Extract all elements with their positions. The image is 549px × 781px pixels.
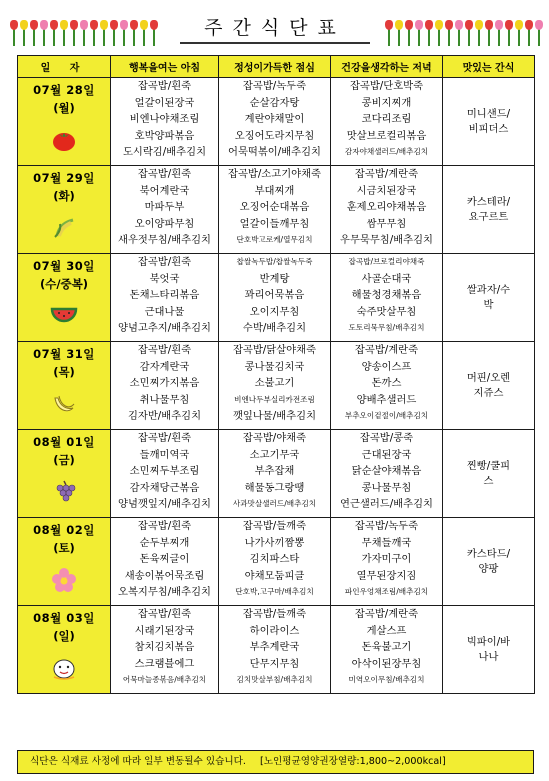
- date-cell: [18, 78, 111, 166]
- tulip-icon: [395, 20, 403, 46]
- tulip-icon: [40, 20, 48, 46]
- date-label: 07월 30일: [33, 259, 95, 273]
- calorie-note: [노인평균영양권장열량:1,800~2,000kcal]: [259, 756, 446, 767]
- menu-item: 우무묵무침/배추김치: [340, 234, 433, 247]
- date-cell: [18, 518, 111, 606]
- dinner-cell: [331, 342, 443, 430]
- menu-item: 도시락김/배추김치: [122, 146, 207, 159]
- menu-item: 잡곡밥/브로컬리야채죽: [348, 257, 425, 266]
- lunch-cell: [219, 166, 331, 254]
- menu-item: 훈제오리야채볶음: [346, 201, 427, 214]
- weekday-label: (금): [53, 453, 75, 467]
- snack-cell: [443, 606, 535, 694]
- menu-item: 쌈무무침: [366, 217, 407, 230]
- menu-item: 오이양파무침: [134, 217, 195, 230]
- date-label: 07월 29일: [33, 171, 95, 185]
- menu-item: 맛살브로컬리볶음: [346, 129, 427, 142]
- tulip-icon: [475, 20, 483, 46]
- menu-item: 계란야채말이: [244, 113, 305, 126]
- snack-cell: [443, 166, 535, 254]
- menu-item: 단무지무침: [249, 657, 300, 670]
- menu-item: 꽈리어묵볶음: [244, 289, 305, 302]
- menu-item: 비엔나두부실리카전조림: [234, 394, 315, 404]
- tulip-icon: [445, 20, 453, 46]
- header-lunch: 정성이가득한 점심: [219, 56, 331, 78]
- menu-item: 잡곡밥/들깨죽: [242, 608, 307, 620]
- snack-cell: [443, 430, 535, 518]
- menu-item: 어묵마늘종볶음/배추김치: [122, 675, 207, 685]
- breakfast-cell: [111, 342, 219, 430]
- tulip-icon: [405, 20, 413, 46]
- tulip-icon: [425, 20, 433, 46]
- banana-icon: [49, 390, 79, 418]
- tulip-border-left: [10, 18, 158, 46]
- tulip-icon: [130, 20, 138, 46]
- menu-item: 해물청경채볶음: [351, 289, 422, 302]
- menu-item: 오복지무침/배추김치: [118, 586, 211, 599]
- tulip-icon: [515, 20, 523, 46]
- menu-item: 양념깻잎지/배추김치: [118, 498, 211, 511]
- menu-item: 참치김치볶음: [134, 641, 195, 654]
- snack-line: 빅파이/바: [466, 635, 511, 648]
- dinner-cell: [331, 254, 443, 342]
- menu-item: 순두부찌개: [139, 536, 190, 549]
- weekday-label: (토): [53, 541, 75, 555]
- tulip-icon: [50, 20, 58, 46]
- menu-item: 게살스프: [366, 624, 407, 637]
- breakfast-cell: [111, 518, 219, 606]
- snack-line: 비피더스: [468, 122, 509, 135]
- menu-item: 잡곡밥/계란죽: [354, 608, 419, 620]
- menu-item: 시래기된장국: [134, 624, 195, 637]
- day-row: [18, 430, 535, 518]
- menu-item: 가자미구이: [361, 553, 412, 566]
- dinner-cell: [331, 518, 443, 606]
- tulip-icon: [90, 20, 98, 46]
- tulip-icon: [385, 20, 393, 46]
- menu-item: 부추잡채: [254, 465, 295, 478]
- snack-cell: [443, 78, 535, 166]
- menu-item: 잡곡밥/흰죽: [137, 256, 192, 268]
- tulip-icon: [415, 20, 423, 46]
- tomato-icon: [49, 126, 79, 154]
- tulip-icon: [455, 20, 463, 46]
- snack-cell: [443, 254, 535, 342]
- lunch-cell: [219, 606, 331, 694]
- menu-item: 북엇국: [149, 272, 180, 285]
- breakfast-cell: [111, 430, 219, 518]
- snack-line: 찐빵/쿨피: [466, 459, 511, 472]
- cartoon-face-icon: [49, 654, 79, 682]
- watermelon-icon: [49, 302, 79, 330]
- title-band: [0, 0, 549, 52]
- snack-line: 스: [483, 474, 494, 487]
- header-row: [18, 56, 535, 78]
- menu-item: 취나물무침: [139, 393, 190, 406]
- menu-item: 잡곡밥/흰죽: [137, 520, 192, 532]
- dinner-cell: [331, 430, 443, 518]
- menu-item: 소민찌가지볶음: [129, 377, 200, 390]
- snack-line: 미니샌드/: [466, 107, 511, 120]
- menu-item: 시금치된장국: [356, 184, 417, 197]
- tulip-icon: [70, 20, 78, 46]
- date-label: 07월 28일: [33, 83, 95, 97]
- menu-item: 오이지무침: [249, 305, 300, 318]
- menu-item: 새우젓무침/배추김치: [118, 234, 211, 247]
- tulip-icon: [110, 20, 118, 46]
- snack-line: 쌀과자/수: [466, 283, 511, 296]
- tulip-icon: [80, 20, 88, 46]
- menu-item: 순살감자탕: [249, 96, 300, 109]
- tulip-icon: [120, 20, 128, 46]
- menu-item: 양념고추지/배추김치: [118, 322, 211, 335]
- menu-item: 근대나물: [144, 305, 185, 318]
- header-dinner: 건강을생각하는 저녁: [331, 56, 443, 78]
- menu-item: 잡곡밥/야채죽: [242, 432, 307, 444]
- snack-line: 머핀/오렌: [466, 371, 511, 384]
- tulip-icon: [465, 20, 473, 46]
- menu-item: 하이라이스: [249, 624, 300, 637]
- menu-item: 깻잎나물/배추김치: [232, 410, 317, 423]
- tulip-icon: [20, 20, 28, 46]
- dinner-cell: [331, 606, 443, 694]
- tulip-icon: [140, 20, 148, 46]
- menu-item: 아삭이된장무침: [351, 657, 422, 670]
- menu-item: 야채모둠피클: [244, 569, 305, 582]
- weekday-label: (수/중복): [39, 277, 89, 291]
- menu-item: 김치맛살부침/배추김치: [236, 675, 313, 685]
- date-cell: [18, 254, 111, 342]
- date-cell: [18, 606, 111, 694]
- footer-note-text: 식단은 식재료 사정에 따라 일부 변동될수 있습니다.: [30, 756, 246, 767]
- menu-item: 잡곡밥/흰죽: [137, 432, 192, 444]
- day-row: [18, 606, 535, 694]
- menu-item: 어묵떡볶이/배추김치: [228, 146, 321, 159]
- menu-item: 돈육찌글이: [139, 553, 190, 566]
- lunch-cell: [219, 342, 331, 430]
- menu-item: 새송이볶어묵조림: [124, 569, 205, 582]
- corn-icon: [49, 214, 79, 242]
- snack-line: 나나: [478, 650, 499, 663]
- menu-item: 감자채당근볶음: [129, 481, 200, 494]
- menu-item: 잡곡밥/녹두죽: [242, 80, 307, 92]
- menu-item: 들깨미역국: [139, 448, 190, 461]
- menu-item: 얼갈이된장국: [134, 96, 195, 109]
- tulip-icon: [100, 20, 108, 46]
- lunch-cell: [219, 430, 331, 518]
- tulip-icon: [535, 20, 543, 46]
- menu-item: 도토리묵무침/배추김치: [348, 323, 425, 333]
- menu-item: 얼갈이들깨무침: [239, 217, 310, 230]
- date-cell: [18, 166, 111, 254]
- menu-item: 콩나물무침: [361, 481, 412, 494]
- date-cell: [18, 430, 111, 518]
- breakfast-cell: [111, 166, 219, 254]
- menu-item: 연근샐러드/배추김치: [340, 498, 433, 511]
- breakfast-cell: [111, 78, 219, 166]
- header-breakfast: 행복을여는 아침: [111, 56, 219, 78]
- date-cell: [18, 342, 111, 430]
- date-label: 08월 01일: [33, 435, 95, 449]
- menu-item: 오징어도라지무침: [234, 129, 315, 142]
- dinner-cell: [331, 166, 443, 254]
- menu-table: [17, 55, 535, 694]
- menu-item: 잡곡밥/녹두죽: [354, 520, 419, 532]
- menu-item: 코다리조림: [361, 113, 412, 126]
- menu-item: 잡곡밥/계란죽: [354, 344, 419, 356]
- menu-item: 소불고기: [254, 377, 295, 390]
- tulip-icon: [10, 20, 18, 46]
- menu-item: 단호박,고구마/배추김치: [235, 587, 314, 597]
- menu-item: 사골순대국: [361, 272, 412, 285]
- menu-item: 소민찌두부조림: [129, 465, 200, 478]
- menu-item: 양송이스프: [361, 360, 412, 373]
- menu-item: 파인우엉채조림/배추김치: [344, 587, 429, 597]
- header-snack: 맛있는 간식: [443, 56, 535, 78]
- snack-line: 카스테라/: [466, 195, 511, 208]
- menu-body: [18, 78, 535, 694]
- menu-item: 콩나물김치국: [244, 360, 305, 373]
- flower-icon: [49, 566, 79, 594]
- menu-item: 양배추샐러드: [356, 393, 417, 406]
- tulip-border-right: [385, 18, 543, 46]
- menu-item: 잡곡밥/단호박죽: [349, 80, 424, 92]
- snack-cell: [443, 518, 535, 606]
- menu-item: 부추계란국: [249, 641, 300, 654]
- menu-item: 김자반/배추김치: [127, 410, 202, 423]
- menu-item: 돈채느타리볶음: [129, 289, 200, 302]
- menu-item: 수박/배추김치: [242, 322, 307, 335]
- tulip-icon: [495, 20, 503, 46]
- menu-item: 잡곡밥/소고기야채죽: [228, 168, 321, 180]
- menu-item: 돈육불고기: [361, 641, 412, 654]
- menu-item: 김치파스타: [249, 553, 300, 566]
- menu-item: 호박양파볶음: [134, 129, 195, 142]
- menu-item: 잡곡밥/흰죽: [137, 608, 192, 620]
- date-label: 08월 03일: [33, 611, 95, 625]
- breakfast-cell: [111, 254, 219, 342]
- snack-line: 양팡: [478, 562, 499, 575]
- dinner-cell: [331, 78, 443, 166]
- menu-item: 감자계란국: [139, 360, 190, 373]
- menu-item: 무채들깨국: [361, 536, 412, 549]
- menu-item: 감자야채샐러드/배추김치: [344, 147, 429, 157]
- footer-note: [17, 750, 534, 774]
- snack-cell: [443, 342, 535, 430]
- menu-item: 미역오이무침/배추김치: [348, 675, 425, 685]
- tulip-icon: [485, 20, 493, 46]
- lunch-cell: [219, 518, 331, 606]
- weekday-label: (월): [53, 101, 75, 115]
- tulip-icon: [30, 20, 38, 46]
- day-row: [18, 518, 535, 606]
- tulip-icon: [150, 20, 158, 46]
- page-title-box: [170, 10, 380, 46]
- date-label: 07월 31일: [33, 347, 95, 361]
- menu-item: 부추오이겉절이/배추김치: [344, 411, 429, 421]
- menu-item: 비엔나야채조림: [129, 113, 200, 126]
- menu-item: 잡곡밥/닭살야채죽: [232, 344, 317, 356]
- snack-line: 카스타드/: [466, 547, 511, 560]
- menu-item: 잡곡밥/계란죽: [354, 168, 419, 180]
- tulip-icon: [525, 20, 533, 46]
- tulip-icon: [505, 20, 513, 46]
- menu-item: 잡곡밥/흰죽: [137, 80, 192, 92]
- menu-item: 부대찌개: [254, 184, 295, 197]
- grapes-icon: [49, 478, 79, 506]
- date-label: 08월 02일: [33, 523, 95, 537]
- breakfast-cell: [111, 606, 219, 694]
- day-row: [18, 254, 535, 342]
- day-row: [18, 78, 535, 166]
- lunch-cell: [219, 78, 331, 166]
- menu-item: 잡곡밥/들깨죽: [242, 520, 307, 532]
- weekday-label: (화): [53, 189, 75, 203]
- menu-item: 열무된장지짐: [356, 569, 417, 582]
- day-row: [18, 166, 535, 254]
- snack-line: 지쥬스: [473, 386, 504, 399]
- menu-item: 소고기무국: [249, 448, 300, 461]
- menu-item: 잡곡밥/흰죽: [137, 168, 192, 180]
- menu-item: 잡곡밥/흰죽: [137, 344, 192, 356]
- menu-item: 마파두부: [144, 201, 185, 214]
- day-row: [18, 342, 535, 430]
- menu-item: 오징어순대볶음: [239, 201, 310, 214]
- menu-item: 스크램블에그: [134, 657, 195, 670]
- weekday-label: (일): [53, 629, 75, 643]
- menu-item: 나가사끼짬뽕: [244, 536, 305, 549]
- menu-item: 반계탕: [259, 272, 290, 285]
- snack-line: 요구르트: [468, 210, 509, 223]
- menu-item: 잡곡밥/콩죽: [359, 432, 414, 444]
- menu-item: 콩비지찌개: [361, 96, 412, 109]
- weekday-label: (목): [53, 365, 75, 379]
- menu-item: 돈까스: [371, 377, 402, 390]
- tulip-icon: [60, 20, 68, 46]
- tulip-icon: [435, 20, 443, 46]
- lunch-cell: [219, 254, 331, 342]
- snack-line: 박: [483, 298, 494, 311]
- page-title: 주간식단표: [204, 17, 346, 39]
- menu-item: 찹쌀녹두밥/찹쌀녹두죽: [236, 257, 313, 266]
- menu-item: 북어계란국: [139, 184, 190, 197]
- menu-item: 닭순살야채볶음: [351, 465, 422, 478]
- menu-item: 근대된장국: [361, 448, 412, 461]
- menu-item: 사과맛살샐러드/배추김치: [232, 499, 317, 509]
- header-date: 일 자: [18, 56, 111, 78]
- menu-item: 숙주맛살무침: [356, 305, 417, 318]
- menu-item: 단호박고로케/열무김치: [236, 235, 313, 245]
- title-underline: [180, 42, 370, 44]
- menu-item: 해물동그랑땡: [244, 481, 305, 494]
